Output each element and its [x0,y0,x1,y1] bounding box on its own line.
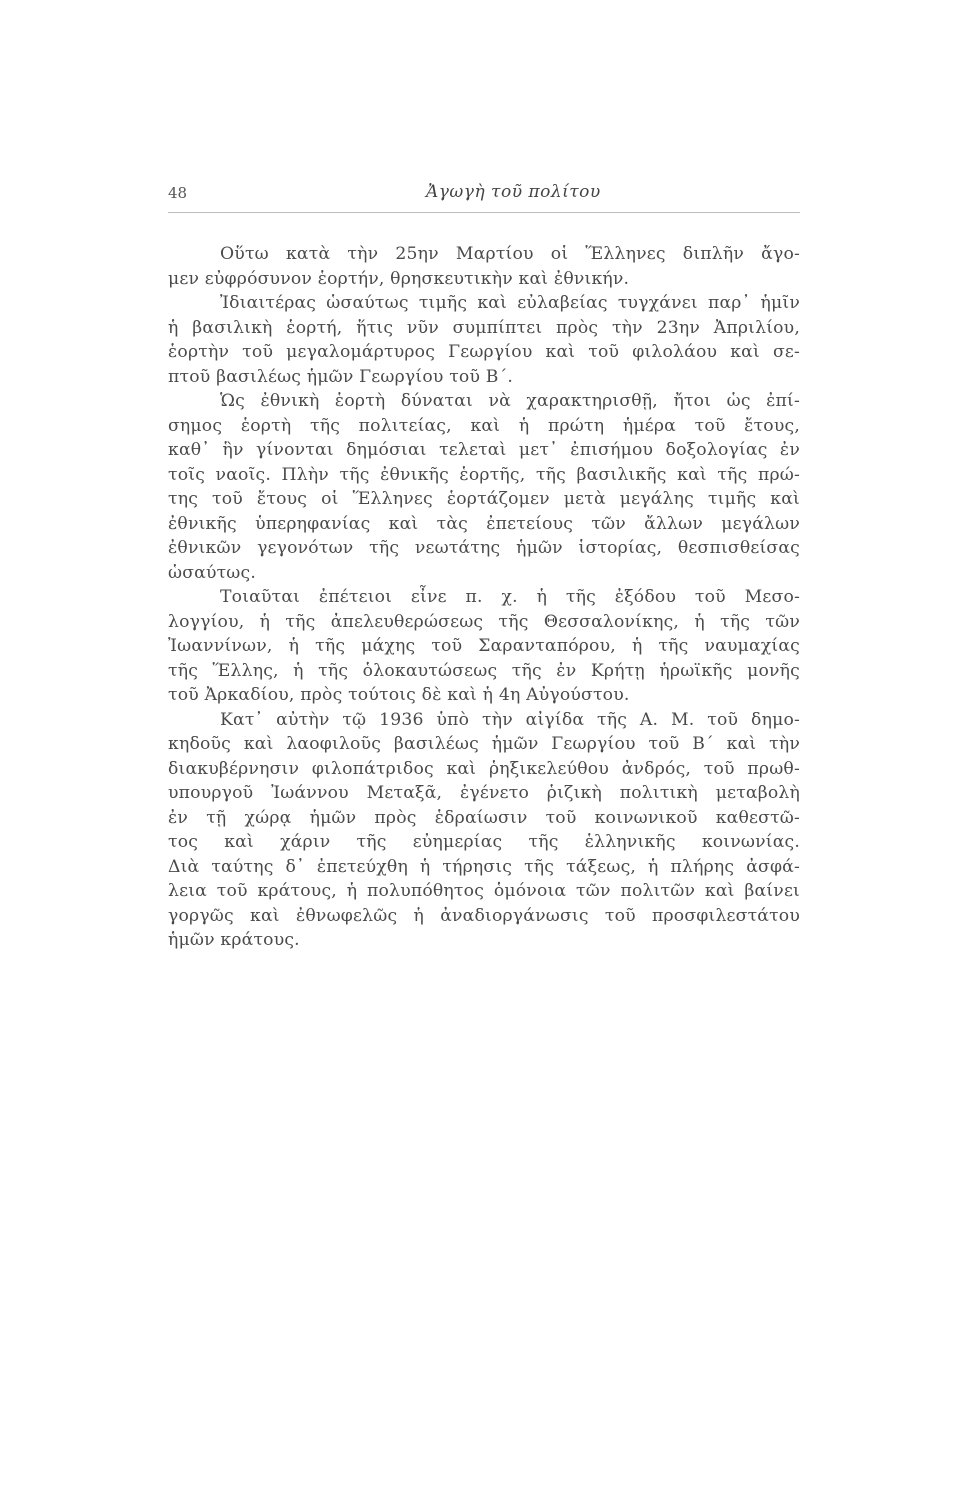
text-line: Ὡς ἐθνικὴ ἑορτὴ δύναται νὰ χαρακτηρισθῇ, ἤτοι ὡς ἐπί- [220,391,800,411]
header-rule [168,212,800,213]
text-line: τοῖς ναοῖς. Πλὴν τῆς ἐθνικῆς ἑορτῆς, τῆς βασιλικῆς καὶ τῆς πρώ- [168,464,800,485]
text-line: Οὕτω κατὰ τὴν 25ην Μαρτίου οἱ Ἕλληνες διπλῆν ἄγο- [220,244,800,264]
page-header [168,182,800,208]
text-line: ἡμῶν κράτους. [168,930,300,950]
text-line: πτοῦ βασιλέως ἡμῶν Γεωργίου τοῦ Β΄. [168,366,514,387]
text-line: τῆς Ἕλλης, ἡ τῆς ὁλοκαυτώσεως τῆς ἐν Κρήτῃ ἡρωϊκῆς μονῆς [168,660,800,681]
text-line: ὡσαύτως. [168,562,257,583]
text-line: Τοιαῦται ἐπέτειοι εἶνε π. χ. ἡ τῆς ἐξόδου τοῦ Μεσο- [220,587,800,607]
text-line: σημος ἑορτὴ τῆς πολιτείας, καὶ ἡ πρώτη ἡμέρα τοῦ ἔτους, [168,415,800,436]
text-line: καθ᾽ ἣν γίνονται δημόσιαι τελεταὶ μετ᾽ ἐπισήμου δοξολογίας ἐν [168,440,800,460]
text-line: υπουργοῦ Ἰωάννου Μεταξᾶ, ἐγένετο ῥιζικὴ πολιτικὴ μεταβολὴ [168,783,800,803]
text-line: μεν εὐφρόσυνον ἑορτήν, θρησκευτικὴν καὶ ἐθνικήν. [168,268,630,289]
text-line: ἐθνικῶν γεγονότων τῆς νεωτάτης ἡμῶν ἱστορίας, θεσπισθείσας [168,538,800,558]
text-line: Διὰ ταύτης δ᾽ ἐπετεύχθη ἡ τήρησις τῆς τάξεως, ἡ πλήρης ἀσφά- [168,856,800,877]
text-line: λογγίου, ἡ τῆς ἀπελευθερώσεως τῆς Θεσσαλονίκης, ἡ τῆς τῶν [168,611,800,632]
text-line: τος καὶ χάριν τῆς εὐημερίας τῆς ἑλληνικῆς κοινωνίας. [168,832,800,852]
text-line: κηδοῦς καὶ λαοφιλοῦς βασιλέως ἡμῶν Γεωργίου τοῦ Β΄ καὶ τὴν [168,734,800,754]
text-line: διακυβέρνησιν φιλοπάτριδος καὶ ῥηξικελεύθου ἀνδρός, τοῦ πρωθ- [168,758,800,779]
text-line: ἡ βασιλικὴ ἑορτή, ἥτις νῦν συμπίπτει πρὸς τὴν 23ην Ἀπριλίου, [168,317,800,338]
text-line: τοῦ Ἀρκαδίου, πρὸς τούτοις δὲ καὶ ἡ 4η Αὐγούστου. [168,685,630,705]
page-number: 48 [168,184,188,202]
text-line: Κατ᾽ αὐτὴν τῷ 1936 ὑπὸ τὴν αἰγίδα τῆς Α. Μ. τοῦ δημο- [220,709,800,730]
text-line: λεια τοῦ κράτους, ἡ πολυπόθητος ὁμόνοια τῶν πολιτῶν καὶ βαίνει [168,881,800,901]
text-line: ἐν τῇ χώρᾳ ἡμῶν πρὸς ἑδραίωσιν τοῦ κοινωνικοῦ καθεστῶ- [168,807,800,828]
text-line: ἐθνικῆς ὑπερηφανίας καὶ τὰς ἐπετείους τῶν ἄλλων μεγάλων [168,513,800,534]
body-text [168,242,800,953]
text-line: Ἰδιαιτέρας ὡσαύτως τιμῆς καὶ εὐλαβείας τυγχάνει παρ᾽ ἡμῖν [220,293,800,313]
text-line: γοργῶς καὶ ἐθνωφελῶς ἡ ἀναδιοργάνωσις τοῦ προσφιλεστάτου [168,905,800,926]
running-title: Ἀγωγὴ τοῦ πολίτου [426,182,601,202]
text-line: ἑορτὴν τοῦ μεγαλομάρτυρος Γεωργίου καὶ τοῦ φιλολάου καὶ σε- [168,342,800,362]
text-line: Ἰωαννίνων, ἡ τῆς μάχης τοῦ Σαρανταπόρου, ἡ τῆς ναυμαχίας [168,636,800,656]
text-line: της τοῦ ἔτους οἱ Ἕλληνες ἑορτάζομεν μετὰ μεγάλης τιμῆς καὶ [168,489,800,509]
